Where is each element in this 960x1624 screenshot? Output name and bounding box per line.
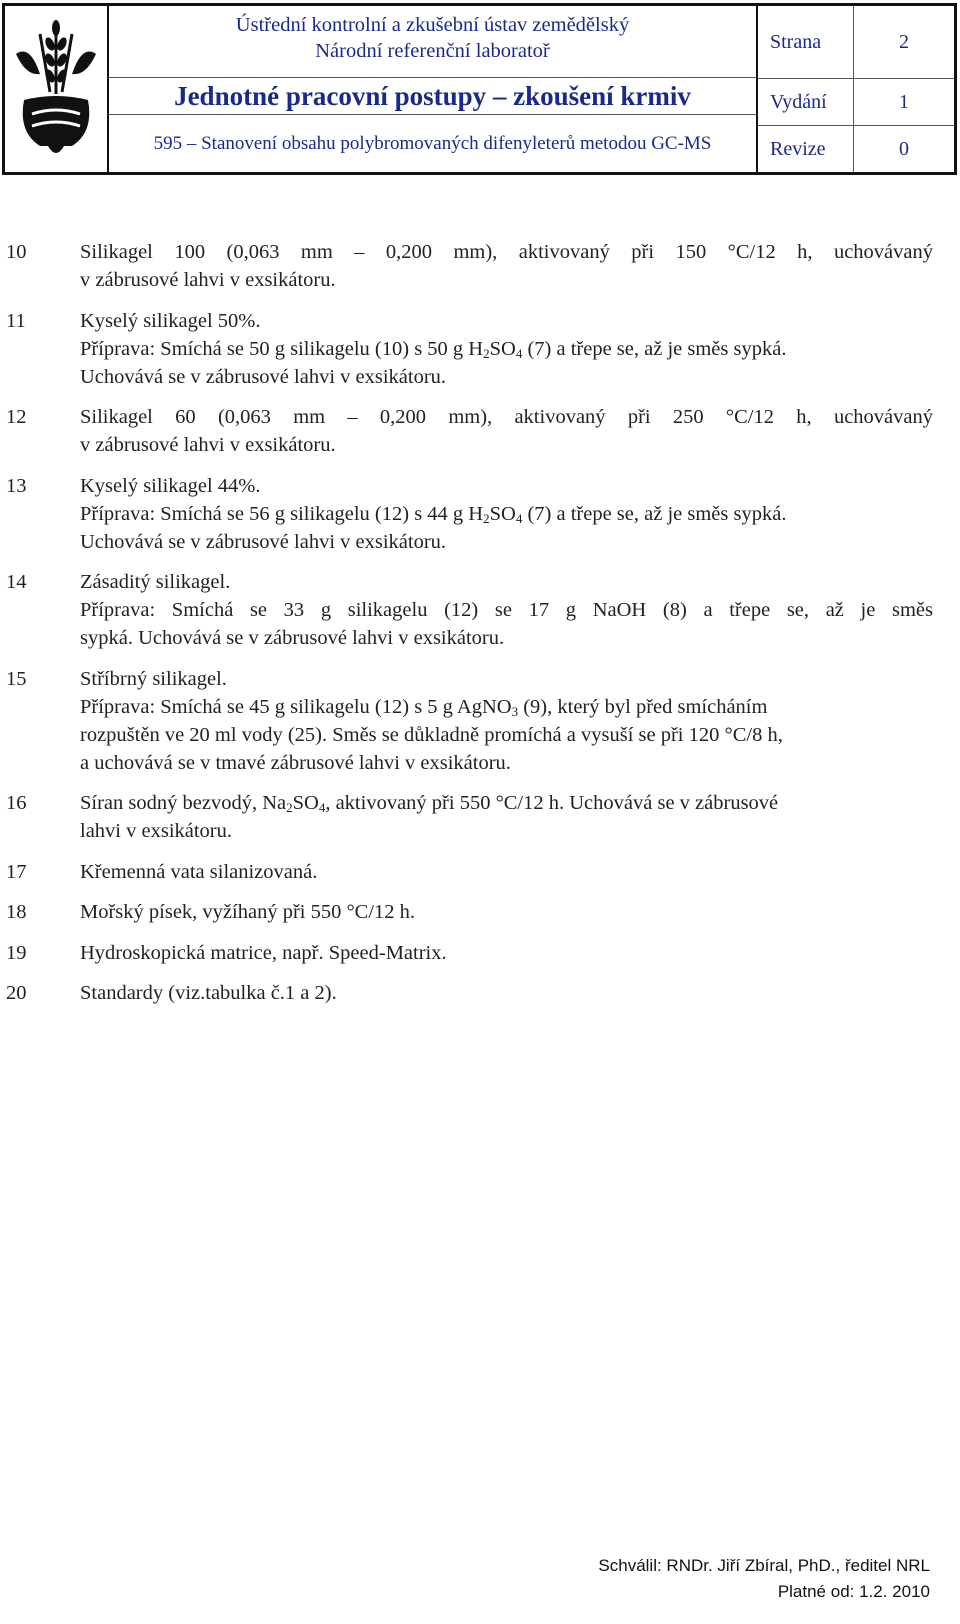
subscript: 2 xyxy=(483,510,490,526)
edition-value: 1 xyxy=(899,90,909,113)
text-part: SO xyxy=(489,337,516,360)
list-item xyxy=(6,789,960,845)
item-line: lahvi v exsikátoru. xyxy=(80,820,233,842)
item-body xyxy=(80,898,933,926)
item-body xyxy=(80,472,933,556)
item-number: 13 xyxy=(6,474,27,497)
item-line: Kyselý silikagel 44%. xyxy=(80,474,261,497)
item-line xyxy=(80,335,933,363)
item-body xyxy=(80,789,933,845)
list-item xyxy=(6,568,960,652)
page-label: Strana xyxy=(758,6,854,78)
page-row xyxy=(758,6,954,78)
text-part: , aktivovaný při 550 °C/12 h. Uchovává se v zábrusové xyxy=(325,792,779,814)
item-body xyxy=(80,238,933,294)
institute-name xyxy=(109,6,756,78)
list-item xyxy=(6,898,960,926)
item-body xyxy=(80,939,933,967)
item-line: Silikagel 60 (0,063 mm – 0,200 mm), aktivovaný při 250 °C/12 h, uchovávaný xyxy=(80,406,933,428)
item-number: 17 xyxy=(6,860,27,883)
institute-logo-icon xyxy=(10,14,102,164)
page-value: 2 xyxy=(899,30,909,53)
valid-from: Platné od: 1.2. 2010 xyxy=(777,1582,930,1601)
header-meta xyxy=(758,6,954,172)
approved-by: Schválil: RNDr. Jiří Zbíral, PhD., ředitel NRL xyxy=(598,1556,930,1575)
item-line: v zábrusové lahvi v exsikátoru. xyxy=(80,434,336,456)
institute-line-2: Národní referenční laboratoř xyxy=(315,40,550,62)
list-item xyxy=(6,665,960,777)
edition-row xyxy=(758,78,954,125)
item-body xyxy=(80,979,933,1007)
subscript: 4 xyxy=(515,345,523,361)
document-subtitle: 595 – Stanovení obsahu polybromovaných difenyleterů metodou GC-MS xyxy=(109,114,756,172)
item-line: Uchovává se v zábrusové lahvi v exsikátoru. xyxy=(80,365,447,388)
subscript: 4 xyxy=(318,800,326,815)
text-part: SO xyxy=(292,792,319,814)
item-body xyxy=(80,665,933,777)
text-part: (9), který byl před smícháním xyxy=(518,695,768,718)
text-part: Příprava: Smíchá se 50 g silikagelu (10) s 50 g H xyxy=(80,337,484,360)
item-number: 15 xyxy=(6,667,27,690)
subscript: 2 xyxy=(286,800,293,815)
item-body xyxy=(80,307,933,391)
item-line: sypká. Uchovává se v zábrusové lahvi v exsikátoru. xyxy=(80,627,505,649)
item-number: 20 xyxy=(6,982,27,1004)
text-part: Příprava: Smíchá se 45 g silikagelu (12) s 5 g AgNO xyxy=(80,695,512,718)
edition-label: Vydání xyxy=(758,79,854,125)
item-number: 10 xyxy=(6,241,27,263)
item-line: rozpuštěn ve 20 ml vody (25). Směs se důkladně promíchá a vysuší se při 120 °C/8 h, xyxy=(80,723,783,746)
revision-row xyxy=(758,125,954,172)
list-item xyxy=(6,858,960,886)
header-middle xyxy=(109,6,758,172)
item-number: 19 xyxy=(6,941,27,964)
revision-value: 0 xyxy=(899,137,909,160)
document-footer xyxy=(598,1553,930,1605)
list-item xyxy=(6,403,960,459)
item-line: Příprava: Smíchá se 33 g silikagelu (12) se 17 g NaOH (8) a třepe se, až je směs xyxy=(80,599,933,621)
list-item xyxy=(6,472,960,556)
list-item xyxy=(6,979,960,1007)
subscript: 2 xyxy=(483,345,490,361)
list-item xyxy=(6,939,960,967)
reagent-list xyxy=(6,238,960,1020)
subscript: 3 xyxy=(511,703,519,719)
item-line: Silikagel 100 (0,063 mm – 0,200 mm), aktivovaný při 150 °C/12 h, uchovávaný xyxy=(80,241,933,263)
item-line: Uchovává se v zábrusové lahvi v exsikátoru. xyxy=(80,530,447,553)
item-line xyxy=(80,789,933,817)
item-body xyxy=(80,858,933,886)
item-line: Křemenná vata silanizovaná. xyxy=(80,860,318,883)
document-title: Jednotné pracovní postupy – zkoušení krmiv xyxy=(174,80,691,111)
list-item xyxy=(6,238,960,294)
revision-label: Revize xyxy=(758,126,854,172)
item-line: Mořský písek, vyžíhaný při 550 °C/12 h. xyxy=(80,901,416,923)
text-part: Příprava: Smíchá se 56 g silikagelu (12) s 44 g H xyxy=(80,502,484,525)
logo-cell xyxy=(5,6,109,172)
item-line: Kyselý silikagel 50%. xyxy=(80,309,261,332)
item-number: 11 xyxy=(6,309,26,332)
subscript: 4 xyxy=(515,510,523,526)
item-number: 18 xyxy=(6,901,27,923)
item-line: Stříbrný silikagel. xyxy=(80,667,227,690)
document-header xyxy=(2,3,957,175)
text-part: SO xyxy=(489,502,516,525)
item-line: Zásaditý silikagel. xyxy=(80,571,231,593)
item-line: v zábrusové lahvi v exsikátoru. xyxy=(80,269,336,291)
item-line: Standardy (viz.tabulka č.1 a 2). xyxy=(80,982,337,1004)
item-number: 12 xyxy=(6,406,27,428)
institute-line-1: Ústřední kontrolní a zkušební ústav zemědělský xyxy=(235,14,630,36)
text-part: Síran sodný bezvodý, Na xyxy=(80,792,287,814)
text-part: (7) a třepe se, až je směs sypká. xyxy=(522,502,787,525)
item-line xyxy=(80,693,933,721)
item-body xyxy=(80,568,933,652)
text-part: (7) a třepe se, až je směs sypká. xyxy=(522,337,787,360)
item-body xyxy=(80,403,933,459)
item-number: 16 xyxy=(6,792,27,814)
item-number: 14 xyxy=(6,571,27,593)
item-line xyxy=(80,500,933,528)
item-line: Hydroskopická matrice, např. Speed-Matrix. xyxy=(80,941,447,964)
list-item xyxy=(6,307,960,391)
item-line: a uchovává se v tmavé zábrusové lahvi v exsikátoru. xyxy=(80,751,511,774)
